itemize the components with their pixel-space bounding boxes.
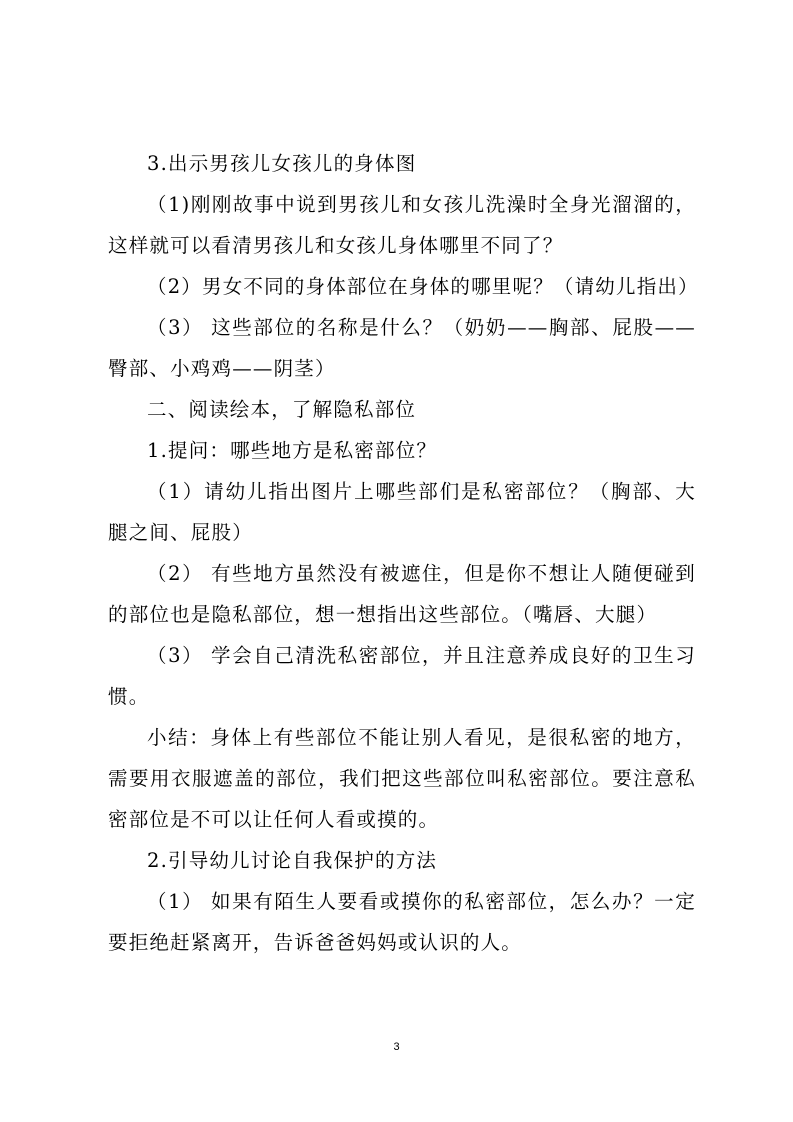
page-number: 3 — [393, 1041, 400, 1053]
paragraph-question-item-2: （2） 有些地方虽然没有被遮住，但是你不想让人随便碰到的部位也是隐私部位，想一想指出这些部位。（嘴唇、大腿） — [108, 562, 696, 626]
paragraph-item-3: （3） 这些部位的名称是什么？（奶奶——胸部、屁股——臀部、小鸡鸡——阴茎） — [108, 316, 696, 380]
paragraph-section-3-heading: 3.出示男孩儿女孩儿的身体图 — [147, 152, 417, 175]
paragraph-question-item-1: （1）请幼儿指出图片上哪些部们是私密部位？（胸部、大腿之间、屁股） — [108, 480, 696, 544]
paragraph-discussion-item-1: （1） 如果有陌生人要看或摸你的私密部位，怎么办？一定要拒绝赶紧离开，告诉爸爸妈妈或认识的人。 — [108, 890, 696, 954]
document-body — [108, 143, 699, 963]
paragraph-question-item-3: （3） 学会自己清洗私密部位，并且注意养成良好的卫生习惯。 — [108, 644, 696, 708]
paragraph-summary: 小结：身体上有些部位不能让别人看见，是很私密的地方，需要用衣服遮盖的部位，我们把这些部位叫私密部位。要注意私密部位是不可以让任何人看或摸的。 — [108, 726, 696, 831]
paragraph-item-2: （2）男女不同的身体部位在身体的哪里呢？（请幼儿指出） — [147, 275, 699, 298]
paragraph-discussion-heading: 2.引导幼儿讨论自我保护的方法 — [147, 849, 438, 872]
paragraph-part-2-heading: 二、阅读绘本，了解隐私部位 — [147, 398, 417, 421]
paragraph-question-heading: 1.提问：哪些地方是私密部位？ — [147, 439, 438, 462]
paragraph-item-1: （1)刚刚故事中说到男孩儿和女孩儿洗澡时全身光溜溜的，这样就可以看清男孩儿和女孩儿身体哪里不同了？ — [108, 193, 696, 257]
